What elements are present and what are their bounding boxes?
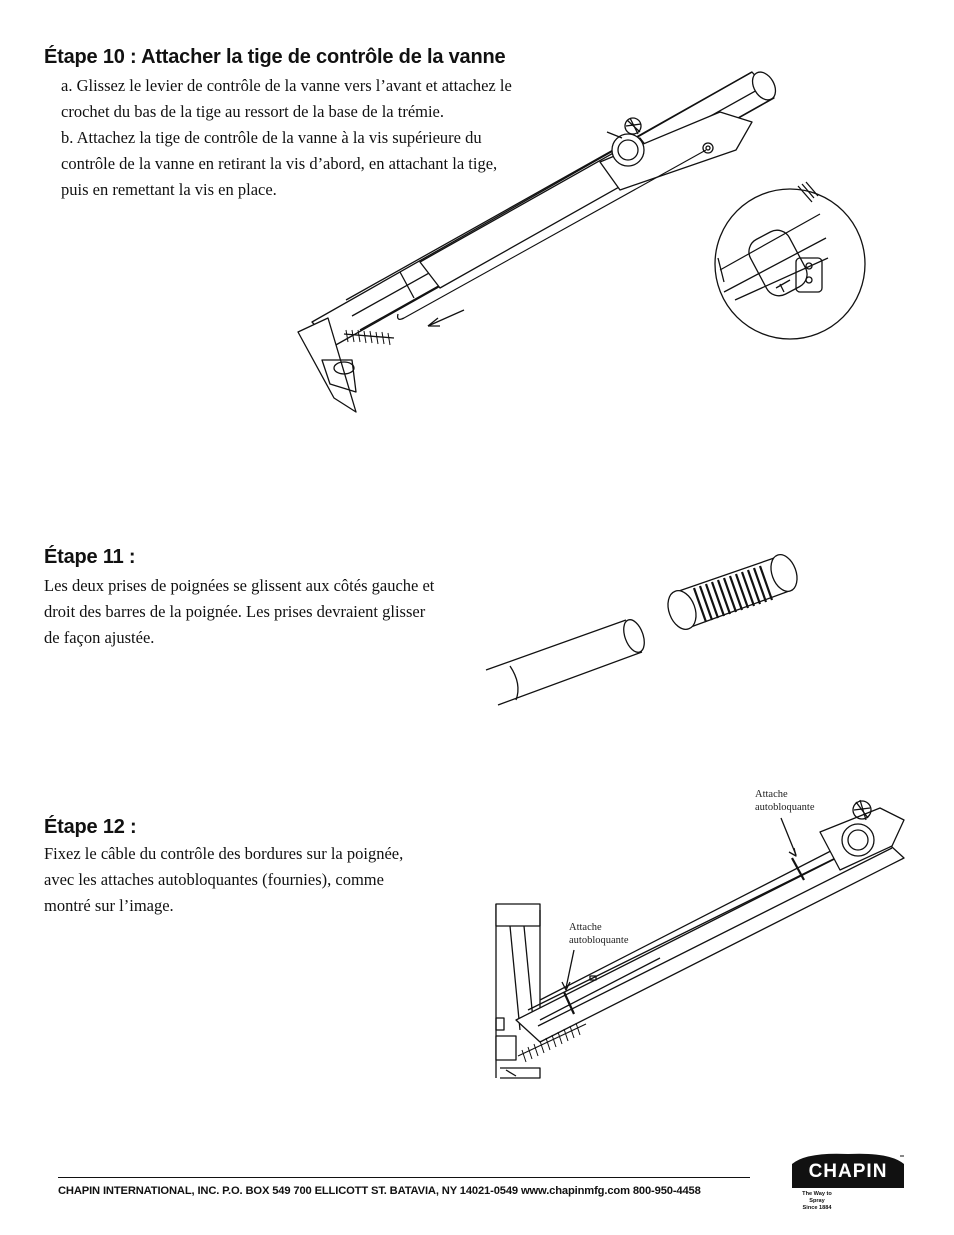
chapin-tagline: The Way to Spray Since 1884 <box>802 1191 832 1211</box>
step12-line-2: avec les attaches autobloquantes (fournies), comme <box>44 870 384 889</box>
step11-title: Étape 11 : <box>44 546 136 568</box>
chapin-logo <box>788 1152 908 1210</box>
step10-line-4: contrôle de la vanne en retirant la vis d’abord, en attachant la tige, <box>61 154 498 173</box>
callout-cable-tie-upper: Attache autobloquante <box>755 789 815 813</box>
step11-line-1: Les deux prises de poignées se glissent aux côtés gauche et <box>44 576 435 595</box>
step12-line-3: montré sur l’image. <box>44 896 174 915</box>
step10-title: Étape 10 : Attacher la tige de contrôle de la vanne <box>44 46 506 68</box>
callout-cable-tie-lower: Attache autobloquante <box>569 922 629 946</box>
step10-line-2: crochet du bas de la tige au ressort de la base de la trémie. <box>61 102 445 121</box>
footer-contact-line: CHAPIN INTERNATIONAL, INC. P.O. BOX 549 700 ELLICOTT ST. BATAVIA, NY 14021-0549 www.chapinmfg.com 800-950-4458 <box>58 1185 701 1197</box>
step10-line-1: a. Glissez le levier de contrôle de la vanne vers l’avant et attachez le <box>61 76 512 95</box>
step11-line-3: de façon ajustée. <box>44 628 155 647</box>
step11-line-2: droit des barres de la poignée. Les prises devraient glisser <box>44 602 426 621</box>
chapin-wordmark: CHAPIN <box>808 1161 888 1182</box>
step10-line-5: puis en remettant la vis en place. <box>61 180 277 199</box>
step10-line-3: b. Attachez la tige de contrôle de la vanne à la vis supérieure du <box>61 128 482 147</box>
step12-line-1: Fixez le câble du contrôle des bordures sur la poignée, <box>44 844 404 863</box>
footer-rule <box>58 1177 750 1178</box>
step12-title: Étape 12 : <box>44 816 137 838</box>
